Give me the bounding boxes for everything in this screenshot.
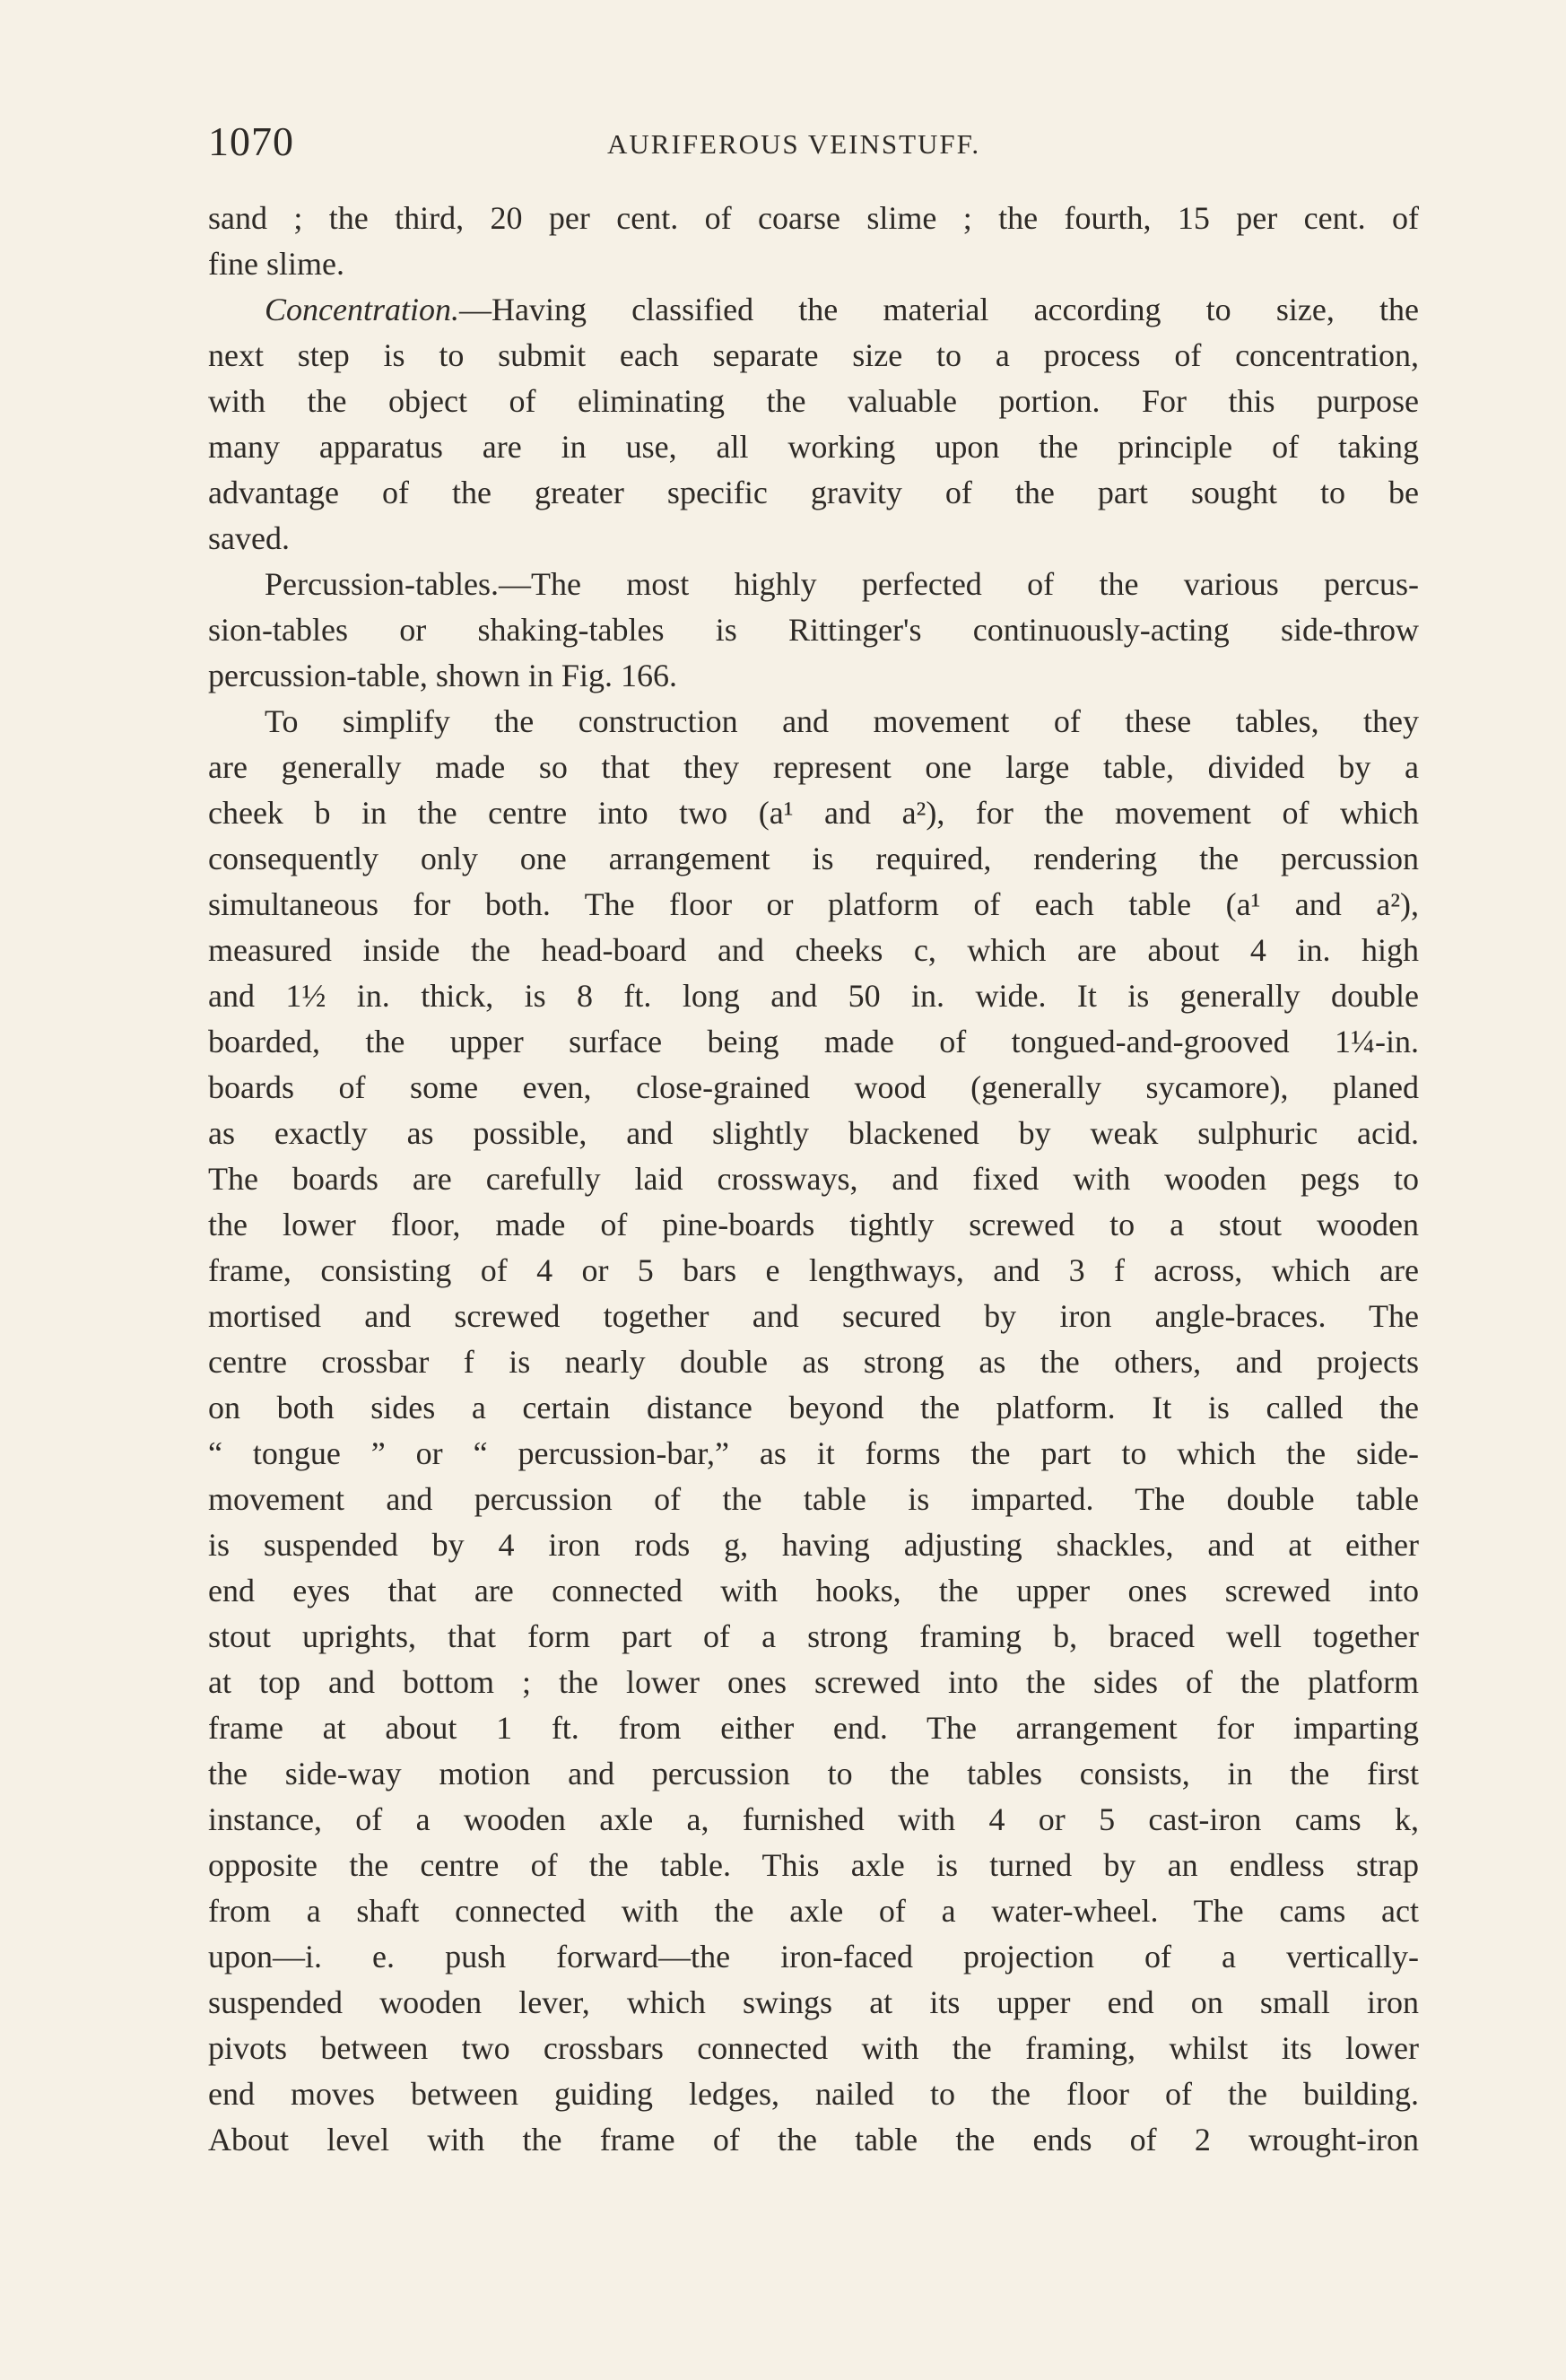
text-line: advantage of the greater specific gravity of the part sought to be xyxy=(208,475,1419,510)
text-line: movement and percussion of the table is imparted. The double table xyxy=(208,1481,1419,1517)
text-line xyxy=(208,287,1419,333)
text-line: consequently only one arrangement is required, rendering the percussion xyxy=(208,841,1419,876)
text-line: sand ; the third, 20 per cent. of coarse slime ; the fourth, 15 per cent. of xyxy=(208,200,1419,236)
paragraph xyxy=(208,562,1419,699)
text-line: boards of some even, close-grained wood (generally sycamore), planed xyxy=(208,1069,1419,1105)
text-line: Percussion-tables.—The most highly perfected of the various percus- xyxy=(265,566,1419,602)
text-line: the side-way motion and percussion to the tables consists, in the first xyxy=(208,1756,1419,1792)
text-line: measured inside the head-board and cheeks c, which are about 4 in. high xyxy=(208,932,1419,968)
text-line: boarded, the upper surface being made of tongued-and-grooved 1¼-in. xyxy=(208,1024,1419,1059)
text-line: cheek b in the centre into two (a¹ and a²), for the movement of which xyxy=(208,795,1419,831)
paragraph-lead-italic: Concentration. xyxy=(265,292,459,327)
text-line: mortised and screwed together and secured by iron angle-braces. The xyxy=(208,1298,1419,1334)
text-line: “ tongue ” or “ percussion-bar,” as it forms the part to which the side- xyxy=(208,1435,1419,1471)
page-number: 1070 xyxy=(208,118,294,164)
text-line: About level with the frame of the table the ends of 2 wrought-iron xyxy=(208,2122,1419,2158)
text-line: end moves between guiding ledges, nailed to the floor of the building. xyxy=(208,2076,1419,2112)
text-line: stout uprights, that form part of a strong framing b, braced well together xyxy=(208,1618,1419,1654)
text-line: opposite the centre of the table. This axle is turned by an endless strap xyxy=(208,1847,1419,1883)
body-text xyxy=(208,196,1419,2163)
text-line: saved. xyxy=(208,520,290,556)
text-line: on both sides a certain distance beyond the platform. It is called the xyxy=(208,1390,1419,1425)
text-line: next step is to submit each separate size to a process of concentration, xyxy=(208,337,1419,373)
text-line: are generally made so that they represent one large table, divided by a xyxy=(208,749,1419,785)
text-line: at top and bottom ; the lower ones screwed into the sides of the platform xyxy=(208,1664,1419,1700)
text-line: sion-tables or shaking-tables is Rittinger's continuously-acting side-throw xyxy=(208,612,1419,648)
text-line: percussion-table, shown in Fig. 166. xyxy=(208,658,677,693)
running-head: AURIFEROUS VEINSTUFF. xyxy=(607,128,981,160)
paragraph xyxy=(208,287,1419,562)
text-line: the lower floor, made of pine-boards tightly screwed to a stout wooden xyxy=(208,1207,1419,1242)
text-line: end eyes that are connected with hooks, the upper ones screwed into xyxy=(208,1573,1419,1608)
text-line: and 1½ in. thick, is 8 ft. long and 50 in. wide. It is generally double xyxy=(208,978,1419,1014)
text-line: from a shaft connected with the axle of a water-wheel. The cams act xyxy=(208,1893,1419,1929)
text-line: frame at about 1 ft. from either end. The arrangement for imparting xyxy=(208,1710,1419,1746)
text-line: many apparatus are in use, all working upon the principle of taking xyxy=(208,429,1419,465)
paragraph xyxy=(208,699,1419,2163)
text-line: frame, consisting of 4 or 5 bars e lengthways, and 3 f across, which are xyxy=(208,1252,1419,1288)
text-line: suspended wooden lever, which swings at its upper end on small iron xyxy=(208,1984,1419,2020)
text-line: upon—i. e. push forward—the iron-faced projection of a vertically- xyxy=(208,1939,1419,1975)
text-line: fine slime. xyxy=(208,246,344,282)
text-line: simultaneous for both. The floor or platform of each table (a¹ and a²), xyxy=(208,886,1419,922)
text-fragment: —Having classified the material according to size, the xyxy=(458,292,1419,327)
page-header xyxy=(208,115,1419,169)
text-line: is suspended by 4 iron rods g, having adjusting shackles, and at either xyxy=(208,1527,1419,1563)
text-line: pivots between two crossbars connected with the framing, whilst its lower xyxy=(208,2030,1419,2066)
text-line: The boards are carefully laid crossways, and fixed with wooden pegs to xyxy=(208,1161,1419,1197)
text-line: centre crossbar f is nearly double as strong as the others, and projects xyxy=(208,1344,1419,1380)
text-line: as exactly as possible, and slightly blackened by weak sulphuric acid. xyxy=(208,1115,1419,1151)
paragraph xyxy=(208,196,1419,287)
text-line: To simplify the construction and movement of these tables, they xyxy=(265,703,1419,739)
text-line: with the object of eliminating the valuable portion. For this purpose xyxy=(208,383,1419,419)
text-line: instance, of a wooden axle a, furnished with 4 or 5 cast-iron cams k, xyxy=(208,1801,1419,1837)
